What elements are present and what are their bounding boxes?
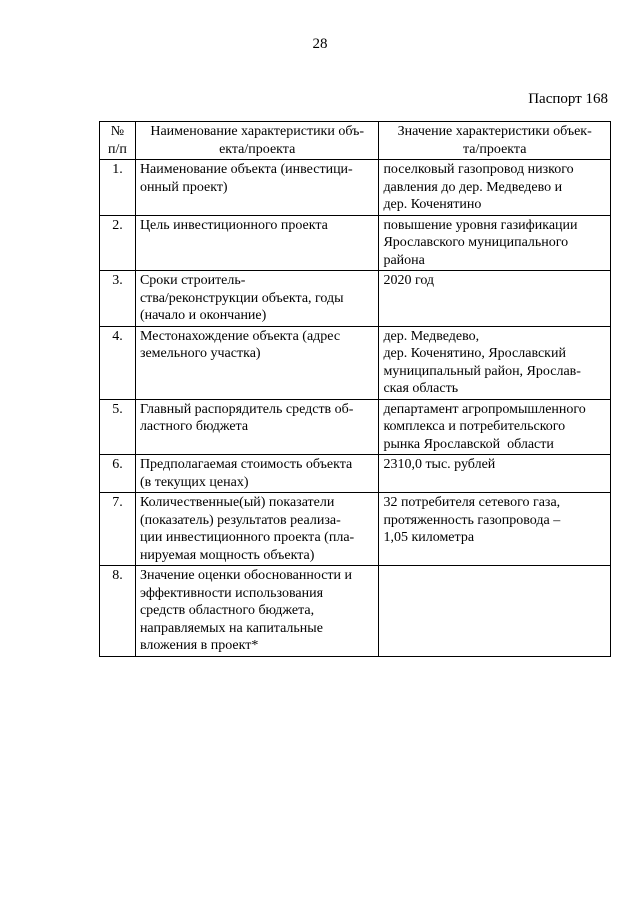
table-row — [100, 566, 611, 657]
cell-line: Количественные(ый) показатели — [139, 495, 335, 510]
table-header-row — [100, 122, 611, 160]
passport-table — [99, 121, 611, 657]
cell-line: нируемая мощность объекта) — [139, 547, 315, 563]
header-line: та/проекта — [463, 141, 527, 157]
characteristic-value — [379, 455, 611, 493]
characteristic-name — [135, 215, 379, 271]
cell-line: (показатель) результатов реализа- — [139, 512, 341, 528]
cell-line: вложения в проект* — [139, 638, 259, 653]
header-value — [379, 122, 611, 160]
characteristic-name — [135, 493, 379, 566]
row-number: 1. — [100, 160, 136, 216]
characteristic-name — [135, 399, 379, 455]
cell-line: ции инвестиционного проекта (пла- — [139, 530, 355, 545]
row-number: 4. — [100, 326, 136, 399]
cell-line: Главный распорядитель средств об- — [139, 401, 354, 417]
cell-line: земельного участка) — [139, 346, 261, 361]
cell-line: Наименование объекта (инвестици- — [139, 162, 353, 177]
cell-line: Сроки строитель- — [139, 273, 246, 288]
header-line: № — [110, 124, 125, 139]
row-number: 5. — [100, 399, 136, 455]
characteristic-value — [379, 326, 611, 399]
cell-line: (в текущих ценах) — [139, 474, 249, 490]
cell-line: Значение оценки обоснованности и — [139, 568, 353, 583]
cell-line: поселковый газопровод низкого — [383, 162, 574, 177]
characteristic-name — [135, 271, 379, 327]
table-row — [100, 271, 611, 327]
cell-line: Предполагаемая стоимость объекта — [139, 457, 353, 472]
table-row — [100, 493, 611, 566]
row-number: 6. — [100, 455, 136, 493]
cell-line: дер. Медведево, — [383, 328, 480, 344]
cell-line: 2020 год — [383, 273, 435, 288]
cell-line: давления до дер. Медведево и — [383, 179, 563, 195]
cell-line: ластного бюджета — [139, 419, 249, 434]
cell-line: повышение уровня газификации — [383, 217, 578, 233]
cell-line: ская область — [383, 381, 459, 396]
cell-line: Ярославского муниципального — [383, 235, 569, 250]
table-row — [100, 160, 611, 216]
characteristic-value — [379, 160, 611, 216]
cell-line: департамент агропромышленного — [383, 401, 586, 417]
cell-line: 2310,0 тыс. рублей — [383, 457, 496, 472]
cell-line: Цель инвестиционного проекта — [139, 217, 328, 233]
cell-line: протяженность газопровода – — [383, 512, 561, 528]
table-row — [100, 215, 611, 271]
row-number: 7. — [100, 493, 136, 566]
cell-line: средств областного бюджета, — [139, 603, 315, 618]
cell-line: ства/реконструкции объекта, годы — [139, 290, 344, 306]
table-row — [100, 399, 611, 455]
cell-line: онный проект) — [139, 179, 228, 195]
header-line: п/п — [108, 141, 127, 157]
characteristic-name — [135, 160, 379, 216]
characteristic-value — [379, 271, 611, 327]
row-number: 2. — [100, 215, 136, 271]
cell-line: рынка Ярославской области — [383, 436, 554, 452]
characteristic-value — [379, 215, 611, 271]
characteristic-name — [135, 566, 379, 657]
header-num — [100, 122, 136, 160]
cell-line: 32 потребителя сетевого газа, — [383, 495, 561, 510]
characteristic-value — [379, 399, 611, 455]
cell-line: района — [383, 252, 425, 268]
page-number: 28 — [312, 36, 328, 52]
cell-line: Местонахождение объекта (адрес — [139, 328, 341, 344]
characteristic-name — [135, 326, 379, 399]
cell-line: направляемых на капитальные — [139, 620, 323, 636]
header-characteristic — [135, 122, 379, 160]
characteristic-value — [379, 566, 611, 657]
row-number: 8. — [100, 566, 136, 657]
table-row — [100, 326, 611, 399]
header-line: екта/проекта — [219, 141, 296, 157]
header-line: Наименование характеристики объ- — [150, 124, 365, 139]
cell-line: комплекса и потребительского — [383, 419, 566, 434]
cell-line: (начало и окончание) — [139, 308, 267, 323]
header-line: Значение характеристики объек- — [397, 124, 592, 139]
cell-line: 1,05 километра — [383, 530, 475, 545]
cell-line: эффективности использования — [139, 585, 324, 601]
passport-label: Паспорт 168 — [528, 91, 608, 107]
cell-line: дер. Коченятино, Ярославский — [383, 346, 566, 361]
cell-line: дер. Коченятино — [383, 197, 482, 212]
characteristic-value — [379, 493, 611, 566]
cell-line: муниципальный район, Ярослав- — [383, 363, 581, 379]
row-number: 3. — [100, 271, 136, 327]
table-row — [100, 455, 611, 493]
characteristic-name — [135, 455, 379, 493]
